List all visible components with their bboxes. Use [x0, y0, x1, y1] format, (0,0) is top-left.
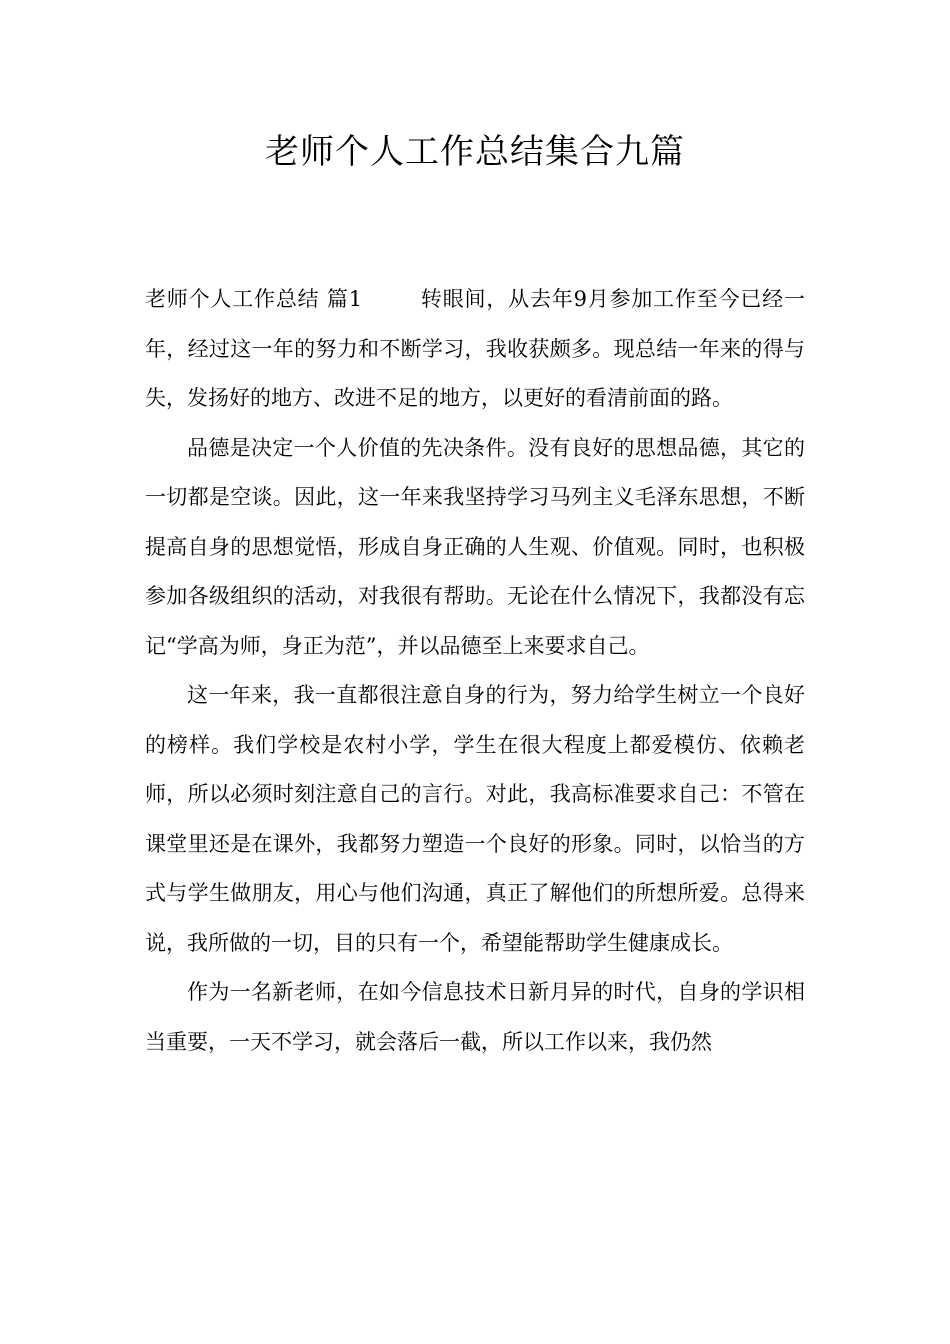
paragraph-2: 品德是决定一个人价值的先决条件。没有良好的思想品德，其它的一切都是空谈。因此，这一年来我坚持学习马列主义毛泽东思想，不断提高自身的思想觉悟，形成自身正确的人生观、价值观。同时，也积极参加各级组织的活动，对我很有帮助。无论在什么情况下，我都没有忘记“学高为师，身正为范”，并以品德至上来要求自己。	[145, 435, 805, 658]
paragraph-1-text: 转眼间，从去年9月参加工作至今已经一年，经过这一年的努力和不断学习，我收获颇多。现总结一年来的得与失，发扬好的地方、改进不足的地方，以更好的看清前面的路。	[145, 287, 805, 410]
paragraph-3: 这一年来，我一直都很注意自身的行为，努力给学生树立一个良好的榜样。我们学校是农村小学，学生在很大程度上都爱模仿、依赖老师，所以必须时刻注意自己的言行。对此，我高标准要求自己：不管在课堂里还是在课外，我都努力塑造一个良好的形象。同时，以恰当的方式与学生做朋友，用心与他们沟通，真正了解他们的所想所爱。总得来说，我所做的一切，目的只有一个，希望能帮助学生健康成长。	[145, 683, 805, 955]
section-heading: 老师个人工作总结 篇1	[145, 287, 363, 311]
paragraph-4: 作为一名新老师，在如今信息技术日新月异的时代，自身的学识相当重要，一天不学习，就会落后一截，所以工作以来，我仍然	[145, 980, 805, 1054]
paragraph-1	[145, 275, 805, 424]
document-body	[145, 275, 805, 1067]
document-title: 老师个人工作总结集合九篇	[265, 132, 685, 172]
